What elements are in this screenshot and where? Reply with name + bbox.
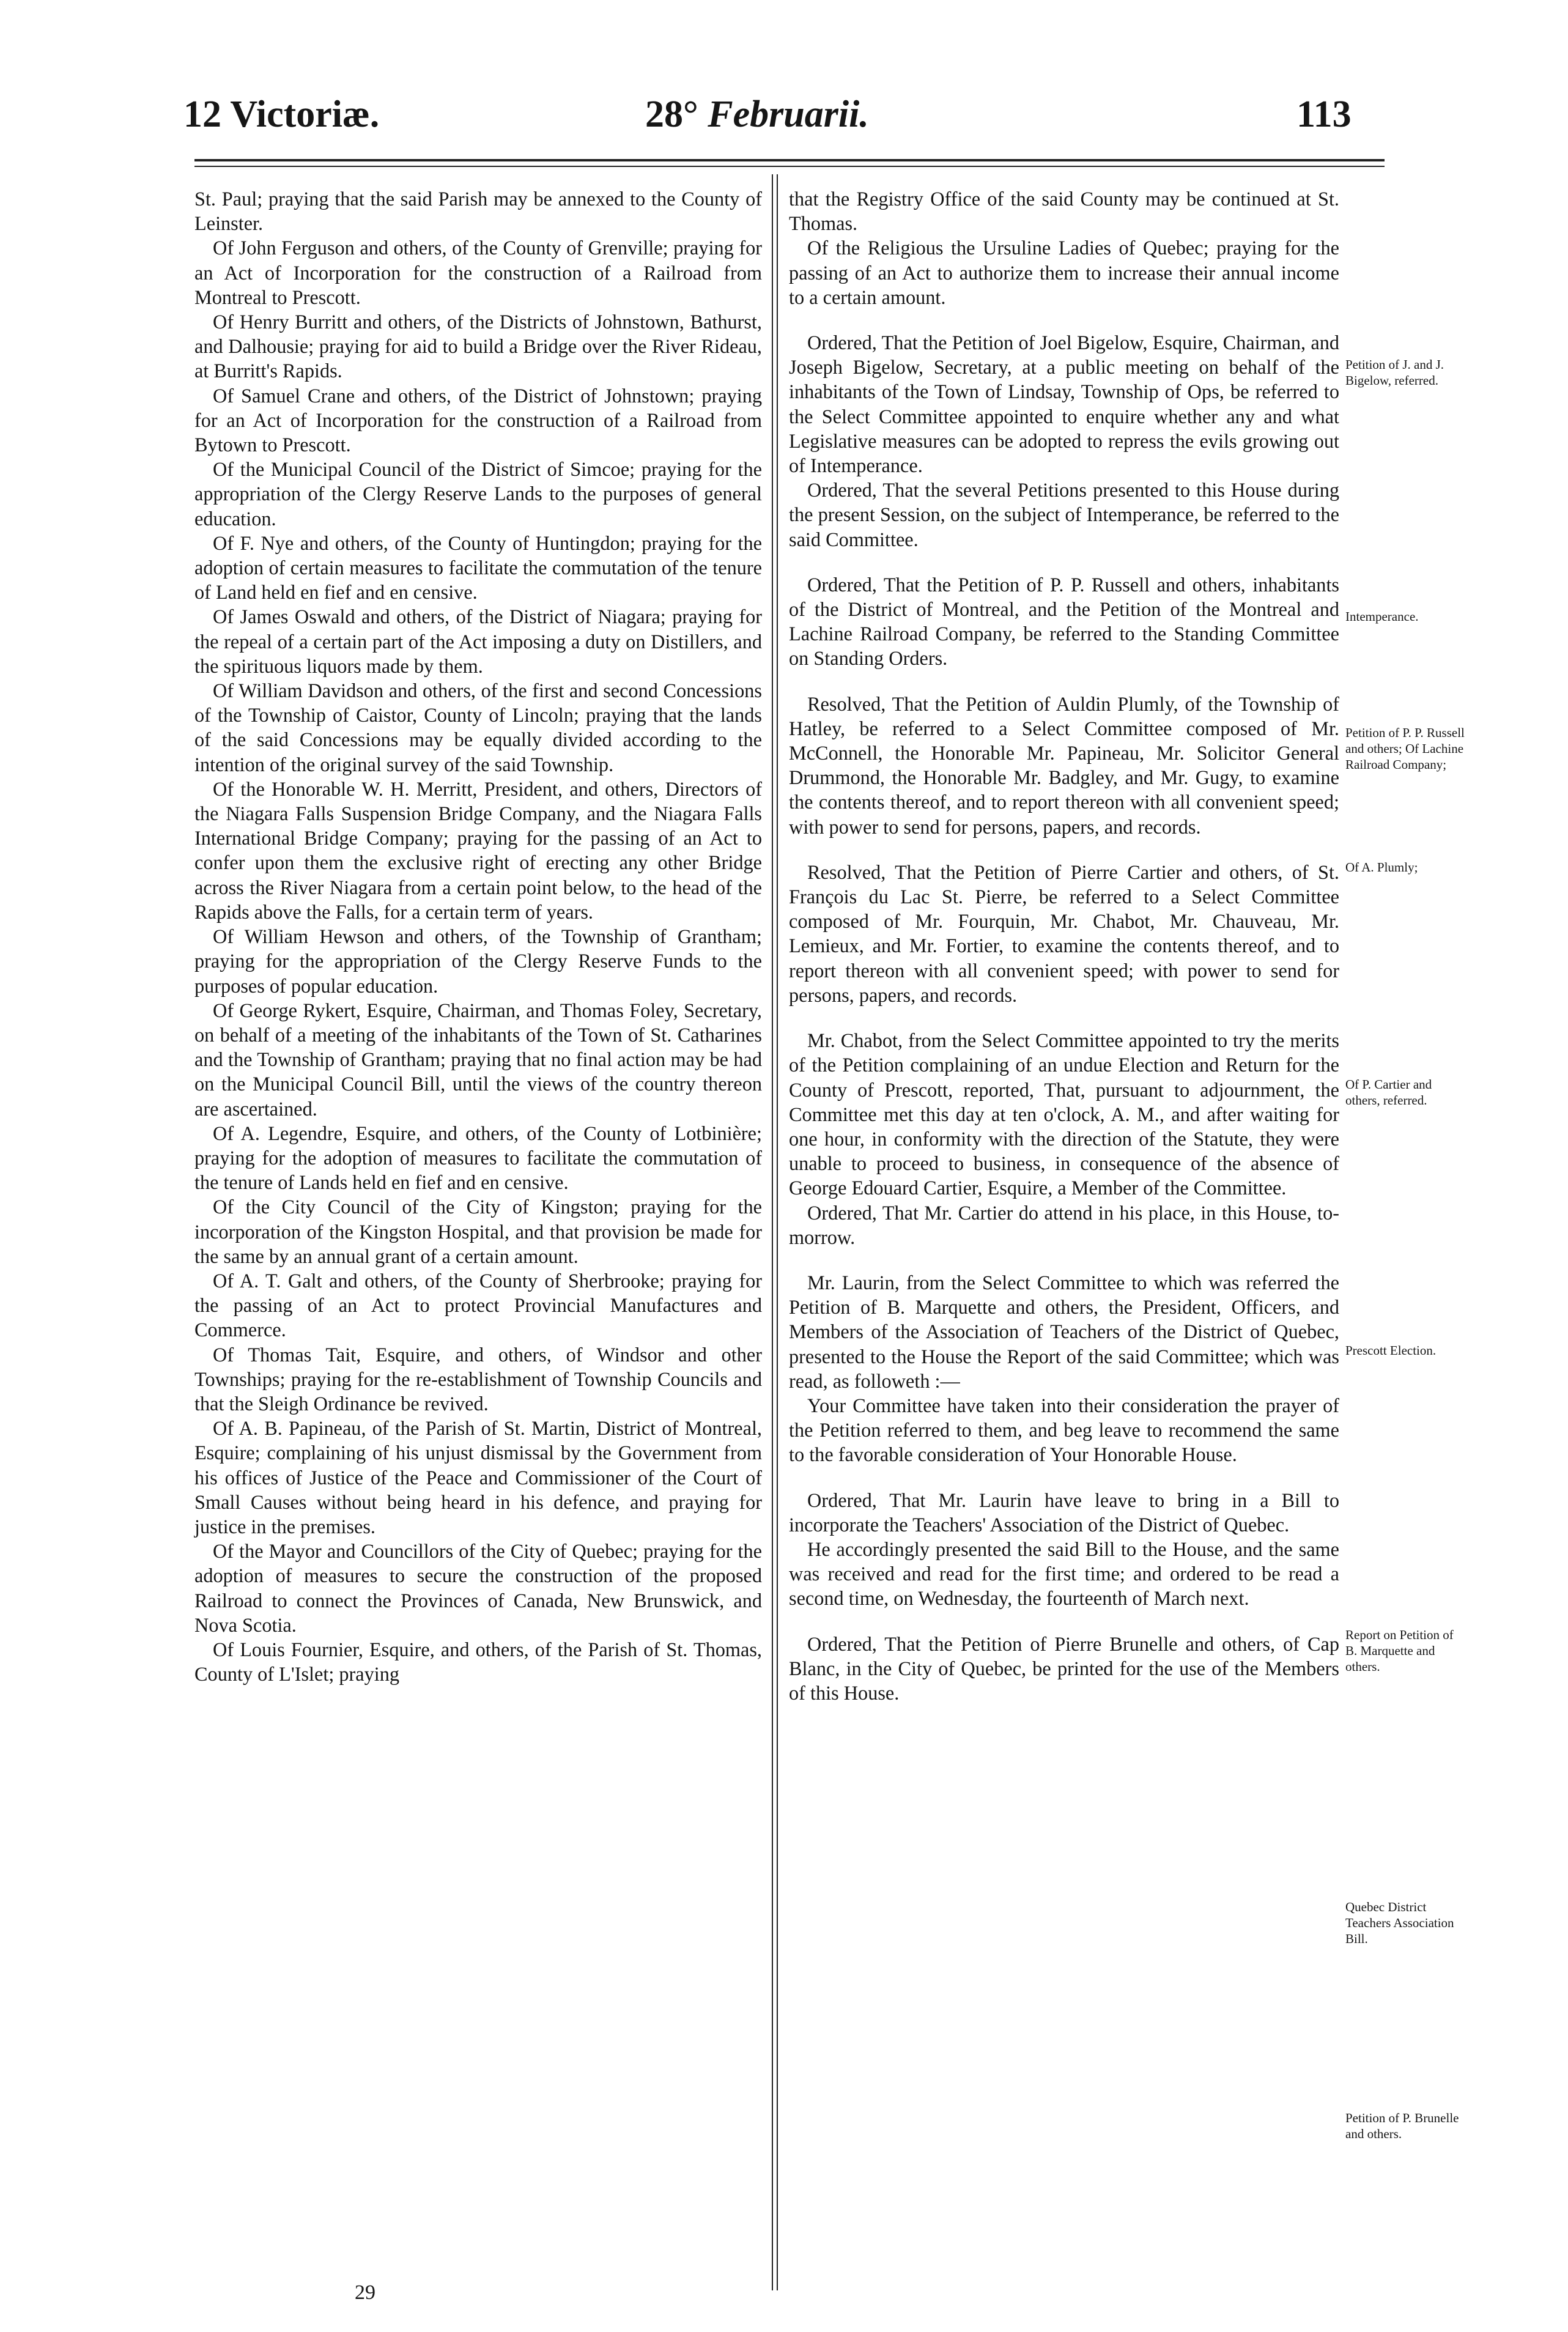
petition-paragraph: Of the Honorable W. H. Merritt, President, and others, Directors of the Niagara Falls Suspension Bridge Company, and the Niagara Falls International Bridge Company; praying for the passing of an Act to confer upon them the exclusive right of erecting any other Bridge across the River Niagara from a certain point below, to the head of the Rapids above the Falls, for a certain term of years. [194, 777, 762, 923]
entry-prescott-election [789, 1028, 1339, 1249]
petition-paragraph: Of James Oswald and others, of the District of Niagara; praying for the repeal of a certain part of the Act imposing a duty on Distillers, and the spirituous liquors made by them. [194, 605, 762, 677]
date-month: Februarii. [708, 94, 869, 135]
entry-paragraph: He accordingly presented the said Bill to the House, and the same was received and read for the first time; and ordered to be read a second time, on Wednesday, the fourteenth of March next. [789, 1538, 1339, 1610]
margin-note: Petition of J. and J. Bigelow, referred. [1345, 357, 1444, 388]
right-column [789, 187, 1339, 1705]
entry-teachers-bill [789, 1488, 1339, 1611]
petition-paragraph: Of Thomas Tait, Esquire, and others, of Windsor and other Townships; praying for the re-establishment of Township Councils and that the Sleigh Ordinance be revived. [194, 1343, 762, 1415]
petition-paragraph: Of F. Nye and others, of the County of Huntingdon; praying for the adoption of certain measures to facilitate the commutation of the tenure of Land held en fief and en censive. [194, 531, 762, 604]
entry-paragraph: Ordered, That the several Petitions presented to this House during the present Session, on the subject of Intemperance, be referred to the said Committee. [789, 479, 1339, 550]
petition-paragraph: Of A. B. Papineau, of the Parish of St. Martin, District of Montreal, Esquire; complaining of his unjust dismissal by the Government from his offices of Justice of the Peace and Commissioner of the Court of Small Causes without being heard in his defence, and praying for justice in the premises. [194, 1417, 762, 1538]
running-head-date [645, 93, 869, 136]
entry-paragraph: Ordered, That Mr. Cartier do attend in his place, in this House, to-morrow. [789, 1201, 1339, 1248]
margin-note: Report on Petition of B. Marquette and others. [1345, 1627, 1454, 1674]
entry-brunelle [789, 1632, 1339, 1706]
entry-paragraph: Ordered, That the Petition of P. P. Russell and others, inhabitants of the District of Montreal, and the Petition of the Montreal and Lachine Railroad Company, be referred to the Standing Committee on Standing Orders. [789, 573, 1339, 670]
petition-paragraph: Of Louis Fournier, Esquire, and others, of the Parish of St. Thomas, County of L'Islet; praying [194, 1638, 762, 1686]
header-rule-thin [194, 166, 1385, 167]
petition-paragraph: Of A. T. Galt and others, of the County of Sherbrooke; praying for the passing of an Act to protect Provincial Manufactures and Commerce. [194, 1269, 762, 1341]
entry-marquette-report [789, 1270, 1339, 1467]
date-day: 28° [645, 94, 698, 135]
petition-paragraph: Of the City Council of the City of Kingston; praying for the incorporation of the Kingston Hospital, and that provision be made for the same by an annual grant of a certain amount. [194, 1196, 762, 1267]
entry-paragraph: Ordered, That the Petition of Joel Bigelow, Esquire, Chairman, and Joseph Bigelow, Secretary, at a public meeting on behalf of the inhabitants of the Town of Lindsay, Township of Ops, be referred to the Select Committee appointed to enquire whether any and what Legislative measures can be adopted to repress the evils growing out of Intemperance. [789, 331, 1339, 477]
petition-paragraph: Of Samuel Crane and others, of the District of Johnstown; praying for an Act of Incorporation for the construction of a Railroad from Bytown to Prescott. [194, 384, 762, 456]
margin-note: Prescott Election. [1345, 1343, 1437, 1358]
petition-paragraph: Of William Davidson and others, of the first and second Concessions of the Township of Caistor, County of Lincoln; praying that the lands of the said Concessions may be equally divided according to the intention of the original survey of the said Township. [194, 679, 762, 775]
entry-cartier [789, 860, 1339, 1007]
entry-paragraph: Ordered, That Mr. Laurin have leave to bring in a Bill to incorporate the Teachers' Association of the District of Quebec. [789, 1489, 1339, 1536]
running-head-regnal-year: 12 Victoriæ. [183, 94, 380, 135]
entry-intemperance [789, 330, 1339, 552]
margin-note: Petition of P. P. Russell and others; Of Lachine Railroad Company; [1345, 725, 1465, 772]
entry-continued-petitions [789, 187, 1339, 309]
margin-note: Of A. Plumly; [1345, 860, 1418, 875]
entry-paragraph: that the Registry Office of the said County may be continued at St. Thomas. [789, 188, 1339, 235]
header-rule-thick [194, 159, 1385, 161]
petition-paragraph: Of John Ferguson and others, of the County of Grenville; praying for an Act of Incorporation for the construction of a Railroad from Montreal to Prescott. [194, 237, 762, 308]
entry-paragraph: Resolved, That the Petition of Pierre Cartier and others, of St. François du Lac St. Pierre, be referred to a Select Committee composed of Mr. Fourquin, Mr. Chabot, Mr. Chauveau, Mr. Lemieux, and Mr. Fortier, to examine the contents thereof, and to report thereon with all convenient speed; with power to send for persons, papers, and records. [789, 861, 1339, 1006]
petition-paragraph: Of William Hewson and others, of the Township of Grantham; praying for the appropriation of the Clergy Reserve Funds to the purposes of popular education. [194, 925, 762, 997]
entry-russell [789, 572, 1339, 671]
entry-paragraph: Mr. Chabot, from the Select Committee appointed to try the merits of the Petition complaining of an undue Election and Return for the County of Prescott, reported, That, pursuant to adjournment, the Committee met this day at ten o'clock, A. M., and after waiting for one hour, in conformity with the direction of the Statute, they were unable to proceed to business, in consequence of the absence of George Edouard Cartier, Esquire, a Member of the Committee. [789, 1029, 1339, 1199]
left-column [194, 187, 762, 1686]
signature-number: 29 [355, 2281, 375, 2304]
entry-plumly [789, 692, 1339, 839]
entry-paragraph: Ordered, That the Petition of Pierre Brunelle and others, of Cap Blanc, in the City of Quebec, be printed for the use of the Members of this House. [789, 1632, 1339, 1704]
page-header [0, 0, 1568, 147]
petition-paragraph: Of the Municipal Council of the District of Simcoe; praying for the appropriation of the Clergy Reserve Lands to the purposes of general education. [194, 458, 762, 530]
folio-number: 113 [1296, 94, 1352, 135]
margin-note: Petition of P. Brunelle and others. [1345, 2111, 1459, 2141]
margin-note: Quebec District Teachers Association Bill. [1345, 1900, 1454, 1946]
margin-note: Intemperance. [1345, 609, 1419, 624]
column-divider-right [777, 174, 778, 2290]
petition-paragraph: St. Paul; praying that the said Parish may be annexed to the County of Leinster. [194, 188, 762, 235]
petition-paragraph: Of Henry Burritt and others, of the Districts of Johnstown, Bathurst, and Dalhousie; praying for aid to build a Bridge over the River Rideau, at Burritt's Rapids. [194, 311, 762, 382]
petition-paragraph: Of A. Legendre, Esquire, and others, of the County of Lotbinière; praying for the adoption of measures to facilitate the commutation of the tenure of Lands held en fief and en censive. [194, 1122, 762, 1194]
entry-paragraph: Resolved, That the Petition of Auldin Plumly, of the Township of Hatley, be referred to a Select Committee composed of Mr. McConnell, the Honorable Mr. Papineau, Mr. Solicitor General Drummond, the Honorable Mr. Badgley, and Mr. Gugy, to examine the contents thereof, and to report thereon with all convenient speed; with power to send for persons, papers, and records. [789, 692, 1339, 838]
margin-note: Of P. Cartier and others, referred. [1345, 1077, 1432, 1108]
petition-paragraph: Of the Mayor and Councillors of the City of Quebec; praying for the adoption of measures to secure the construction of the proposed Railroad to connect the Provinces of Canada, New Brunswick, and Nova Scotia. [194, 1540, 762, 1636]
column-divider-left [772, 174, 773, 2290]
entry-paragraph: Of the Religious the Ursuline Ladies of Quebec; praying for the passing of an Act to authorize them to increase their annual income to a certain amount. [789, 237, 1339, 308]
entry-paragraph: Your Committee have taken into their consideration the prayer of the Petition referred to them, and beg leave to recommend the same to the favorable consideration of Your Honorable House. [789, 1394, 1339, 1466]
petition-paragraph: Of George Rykert, Esquire, Chairman, and Thomas Foley, Secretary, on behalf of a meeting of the inhabitants of the Town of St. Catharines and the Township of Grantham; praying that no final action may be had on the Municipal Council Bill, until the views of the country thereon are ascertained. [194, 999, 762, 1120]
entry-paragraph: Mr. Laurin, from the Select Committee to which was referred the Petition of B. Marquette and others, the President, Officers, and Members of the Association of Teachers of the District of Quebec, presented to the House the Report of the said Committee; which was read, as followeth :— [789, 1271, 1339, 1392]
